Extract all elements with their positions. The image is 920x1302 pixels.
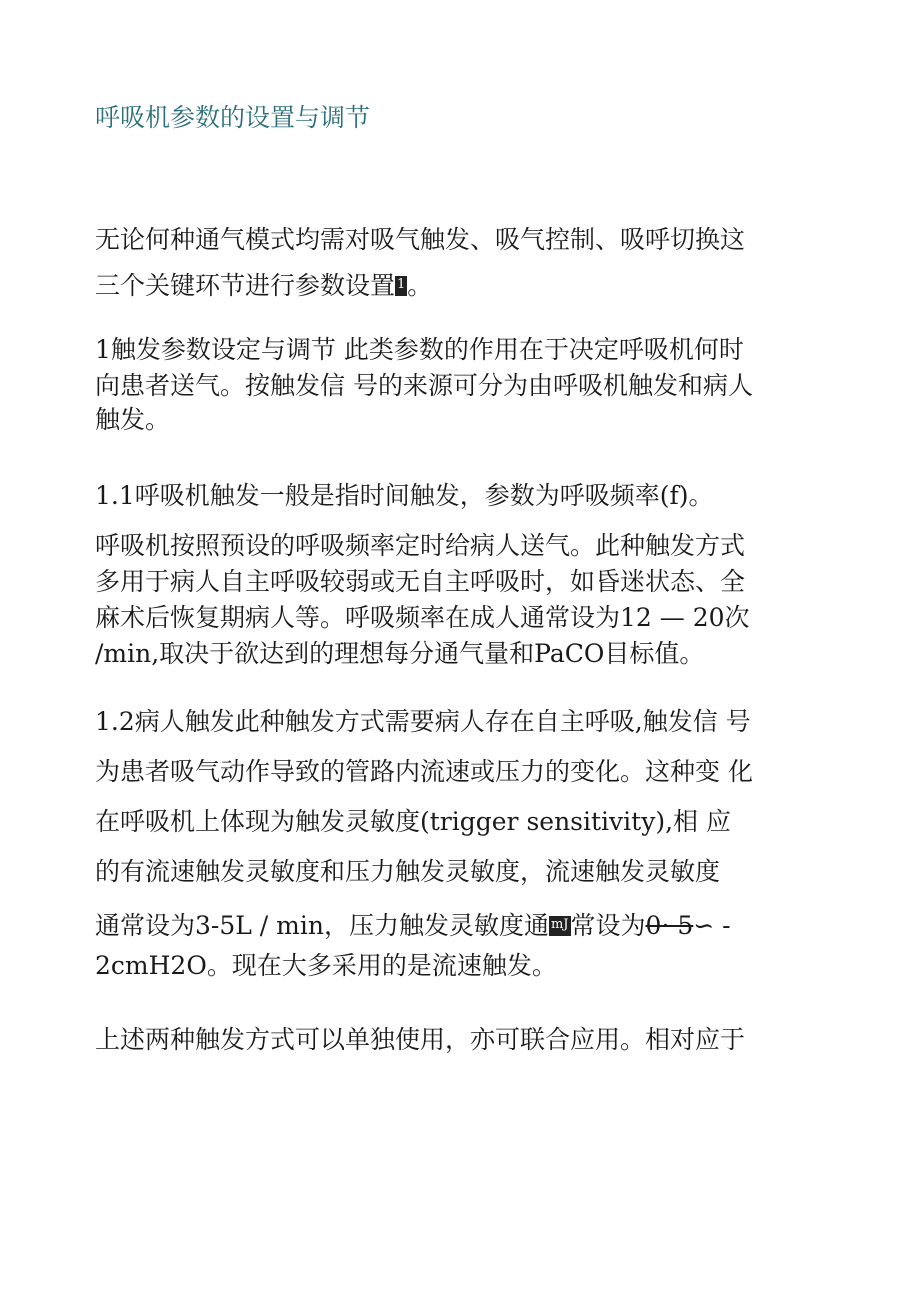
section-1-2-line-5-c: 0· 5 — [645, 911, 694, 940]
section-1-2-line-4: 的有流速触发灵敏度和压力触发灵敏度，流速触发灵敏度 — [95, 857, 721, 886]
section-1-2-line-1: 1.2病人触发此种触发方式需要病人存在自主呼吸,触发信 号 — [95, 707, 751, 736]
section-1-2-line-5-d: ∽ - — [693, 911, 731, 940]
section-1-1-line-3: 麻术后恢复期病人等。呼吸频率在成人通常设为12 — 20次 — [95, 603, 750, 632]
section-1-2-line-2: 为患者吸气动作导致的管路内流速或压力的变化。这种变 化 — [95, 757, 753, 786]
section-1-line-3: 触发。 — [95, 405, 171, 434]
section-1-1-heading: 1.1呼吸机触发一般是指时间触发，参数为呼吸频率(f)。 — [95, 481, 714, 510]
section-1-1-line-4: /min,取决于欲达到的理想每分通气量和PaCO目标值。 — [95, 639, 705, 668]
intro-line-2 — [95, 266, 432, 306]
section-1-1-line-2: 多用于病人自主呼吸较弱或无自主呼吸时，如昏迷状态、全 — [95, 567, 746, 596]
intro-line-2-text: 三个关键环节进行参数设置 — [95, 271, 396, 300]
section-1-2-line-5 — [95, 906, 731, 946]
intro-line-1: 无论何种通气模式均需对吸气触发、吸气控制、吸呼切换这 — [95, 225, 746, 254]
section-1-line-2: 向患者送气。按触发信 号的来源可分为由呼吸机触发和病人 — [95, 371, 753, 400]
section-1-2-line-6: 2cmH2O。现在大多采用的是流速触发。 — [95, 951, 557, 980]
section-1-1-line-1: 呼吸机按照预设的呼吸频率定时给病人送气。此种触发方式 — [95, 531, 746, 560]
intro-line-2-end: 。 — [407, 271, 433, 300]
inline-artifact-mark: mJ — [549, 916, 571, 936]
section-1-2-line-3: 在呼吸机上体现为触发灵敏度(trigger sensitivity),相 应 — [95, 807, 731, 836]
section-1-line-1: 1触发参数设定与调节 此类参数的作用在于决定呼吸机何时 — [95, 335, 744, 364]
section-1-2-line-5-a: 通常设为3-5L / min，压力触发灵敏度通 — [95, 911, 549, 940]
inline-artifact-mark: 1 — [395, 276, 407, 296]
section-1-2-line-5-b: 常设为 — [570, 911, 646, 940]
closing-line-1: 上述两种触发方式可以单独使用，亦可联合应用。相对应于 — [95, 1025, 746, 1054]
document-title: 呼吸机参数的设置与调节 — [95, 103, 371, 132]
